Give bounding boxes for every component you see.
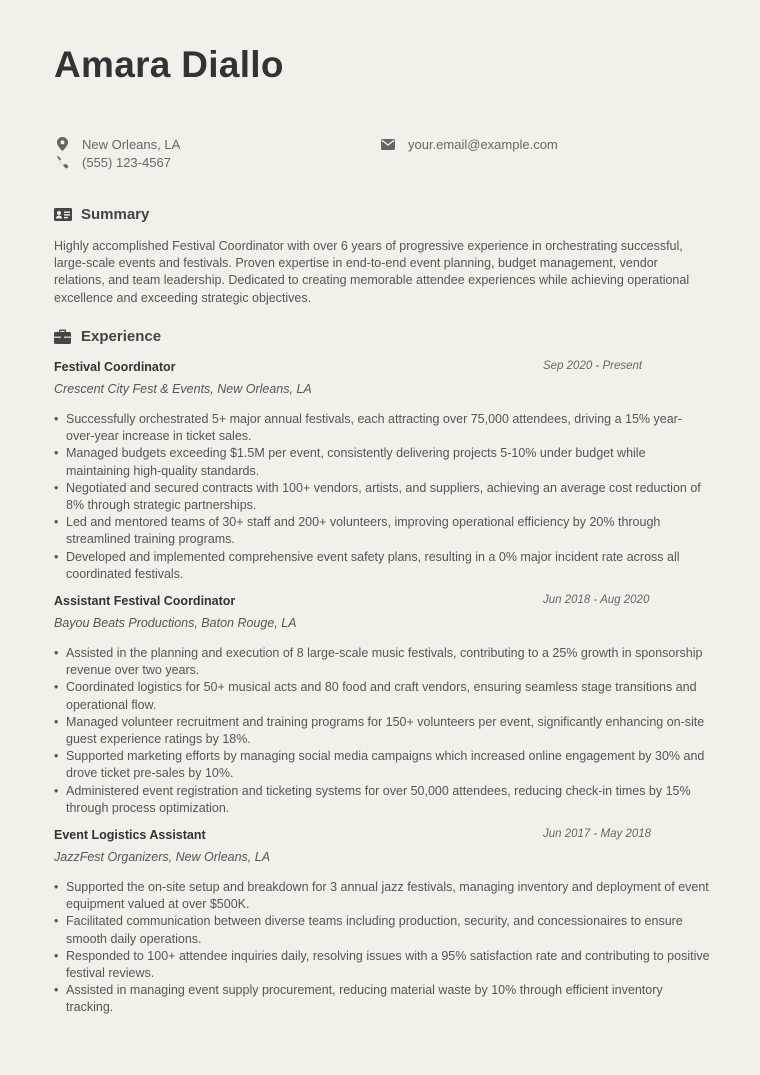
summary-text: Highly accomplished Festival Coordinator with over 6 years of progressive experience in orchestrating successful, large-scale events and festivals. Proven expertise in end-to-end event planning, budget management, vendor relations, and team leadership. Dedicated to creating memorable attendee experiences while achieving operational excellence and exceeding strategic objectives. [54,239,690,305]
job-entry [54,828,710,1015]
job-title: Event Logistics Assistant [54,828,206,842]
job-title: Festival Coordinator [54,360,176,374]
job-bullet: • Managed volunteer recruitment and training programs for 150+ volunteers per event, significantly enhancing on-site guest experience ratings by 18%. [54,714,710,748]
job-company: JazzFest Organizers, New Orleans, LA [54,850,271,864]
candidate-name: Amara Diallo [54,44,284,85]
job-title: Assistant Festival Coordinator [54,594,236,608]
briefcase-icon [54,329,72,345]
job-bullet: • Coordinated logistics for 50+ musical acts and 80 food and craft vendors, ensuring seamless stage transitions and operational flow. [54,679,710,713]
envelope-icon [380,136,396,152]
job-bullet: • Responded to 100+ attendee inquiries daily, resolving issues with a 95% satisfaction rate and contributing to positive festival reviews. [54,948,710,982]
job-bullet: • Assisted in the planning and execution of 8 large-scale music festivals, contributing to a 25% growth in sponsorship revenue over two years. [54,645,710,679]
phone-icon [54,154,70,170]
job-header [54,360,710,380]
job-dates: Jun 2018 - Aug 2020 [543,594,650,606]
job-entry [54,594,710,815]
job-bullet: • Successfully orchestrated 5+ major annual festivals, each attracting over 75,000 attendees, driving a 15% year-over-year increase in ticket sales. [54,411,710,445]
id-card-icon [54,207,72,223]
job-dates: Sep 2020 - Present [543,360,643,372]
job-bullets [54,879,710,1017]
job-bullet: • Facilitated communication between diverse teams including production, security, and concessionaires to ensure smooth daily operations. [54,913,710,947]
email-row [380,136,558,152]
job-header [54,594,710,614]
experience-heading [54,328,161,345]
job-bullets [54,645,710,817]
job-bullet: • Assisted in managing event supply procurement, reducing material waste by 10% through efficient inventory tracking. [54,982,710,1016]
job-bullet: • Led and mentored teams of 30+ staff and 200+ volunteers, improving operational efficiency by 20% through streamlined training programs. [54,514,710,548]
job-bullet: • Administered event registration and ticketing systems for over 50,000 attendees, reducing check-in times by 15% through process optimization. [54,783,710,817]
job-company: Crescent City Fest & Events, New Orleans, LA [54,382,312,396]
experience-title: Experience [81,328,162,345]
job-company: Bayou Beats Productions, Baton Rouge, LA [54,616,297,630]
job-header [54,828,710,848]
job-dates: Jun 2017 - May 2018 [543,828,652,840]
job-bullet: • Developed and implemented comprehensive event safety plans, resulting in a 0% major incident rate across all coordinated festivals. [54,549,710,583]
job-bullet: • Supported marketing efforts by managing social media campaigns which increased online engagement by 30% and drove ticket pre-sales by 10%. [54,748,710,782]
phone-text: (555) 123-4567 [82,154,171,170]
job-bullet: • Managed budgets exceeding $1.5M per event, consistently delivering projects 5-10% under budget while maintaining high-quality standards. [54,445,710,479]
map-pin-icon [54,136,70,152]
email-text[interactable]: your.email@example.com [408,136,558,152]
location-text: New Orleans, LA [82,136,181,152]
job-bullet: • Negotiated and secured contracts with 100+ vendors, artists, and suppliers, achieving an average cost reduction of 8% through strategic partnerships. [54,480,710,514]
location-row [54,136,180,152]
job-entry [54,360,710,581]
summary-title: Summary [81,206,150,223]
phone-row [54,154,171,170]
summary-heading [54,206,149,223]
job-bullet: • Supported the on-site setup and breakdown for 3 annual jazz festivals, managing inventory and deployment of event equipment valued at over $500K. [54,879,710,913]
job-bullets [54,411,710,583]
